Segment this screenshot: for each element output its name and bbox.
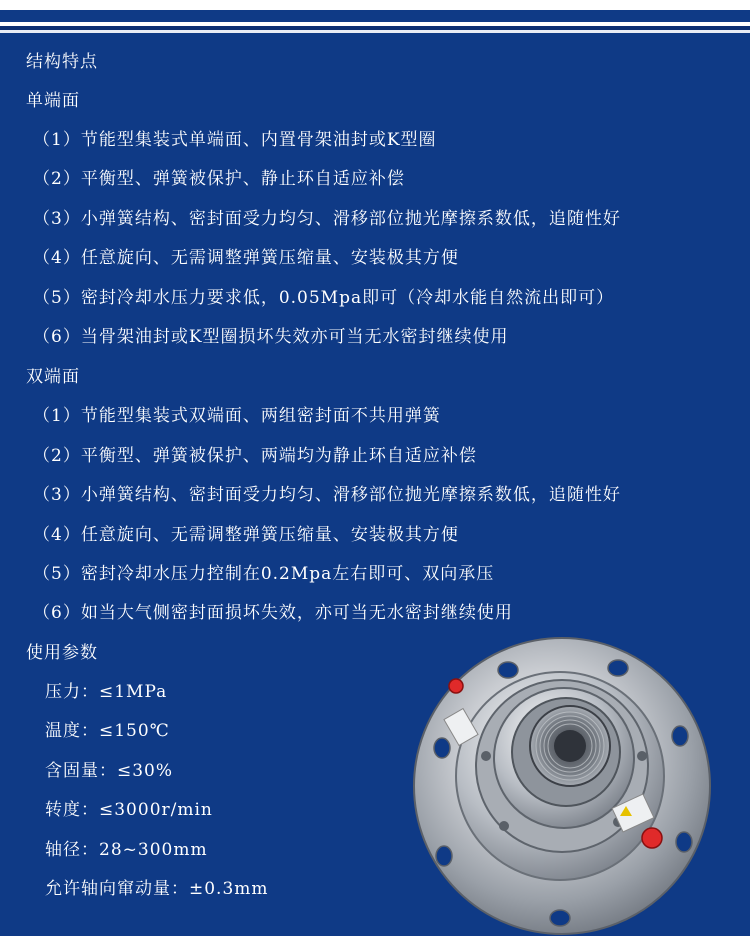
param-item: 允许轴向窜动量：±0.3mm bbox=[45, 879, 269, 899]
param-item: 温度：≤150℃ bbox=[45, 721, 170, 741]
single-face-item: （3）小弹簧结构、密封面受力均匀、滑移部位抛光摩擦系数低，追随性好 bbox=[33, 209, 621, 229]
double-face-item: （4）任意旋向、无需调整弹簧压缩量、安装极其方便 bbox=[33, 525, 459, 545]
single-face-item: （6）当骨架油封或K型圈损坏失效亦可当无水密封继续使用 bbox=[33, 327, 509, 347]
top-stripe-line-2 bbox=[0, 30, 750, 33]
double-face-item: （5）密封冷却水压力控制在0.2Mpa左右即可、双向承压 bbox=[33, 564, 495, 584]
double-face-item: （6）如当大气侧密封面损坏失效，亦可当无水密封继续使用 bbox=[33, 603, 513, 623]
single-face-item: （4）任意旋向、无需调整弹簧压缩量、安装极其方便 bbox=[33, 248, 459, 268]
param-item: 压力：≤1MPa bbox=[45, 682, 168, 702]
param-item: 轴径：28~300mm bbox=[45, 840, 208, 860]
single-face-item: （1）节能型集装式单端面、内置骨架油封或K型圈 bbox=[33, 130, 437, 150]
single-face-item: （2）平衡型、弹簧被保护、静止环自适应补偿 bbox=[33, 169, 405, 189]
double-face-heading: 双端面 bbox=[26, 367, 80, 387]
param-item: 含固量：≤30% bbox=[45, 761, 174, 781]
top-stripe-band bbox=[0, 10, 750, 22]
params-heading: 使用参数 bbox=[26, 643, 98, 663]
top-stripe bbox=[0, 0, 750, 10]
section-title: 结构特点 bbox=[26, 52, 98, 72]
mechanical-seal-image bbox=[412, 636, 712, 936]
param-item: 转度：≤3000r/min bbox=[45, 800, 213, 820]
double-face-item: （2）平衡型、弹簧被保护、两端均为静止环自适应补偿 bbox=[33, 446, 477, 466]
double-face-item: （3）小弹簧结构、密封面受力均匀、滑移部位抛光摩擦系数低，追随性好 bbox=[33, 485, 621, 505]
single-face-heading: 单端面 bbox=[26, 91, 80, 111]
double-face-item: （1）节能型集装式双端面、两组密封面不共用弹簧 bbox=[33, 406, 441, 426]
single-face-item: （5）密封冷却水压力要求低，0.05Mpa即可（冷却水能自然流出即可） bbox=[33, 288, 615, 308]
